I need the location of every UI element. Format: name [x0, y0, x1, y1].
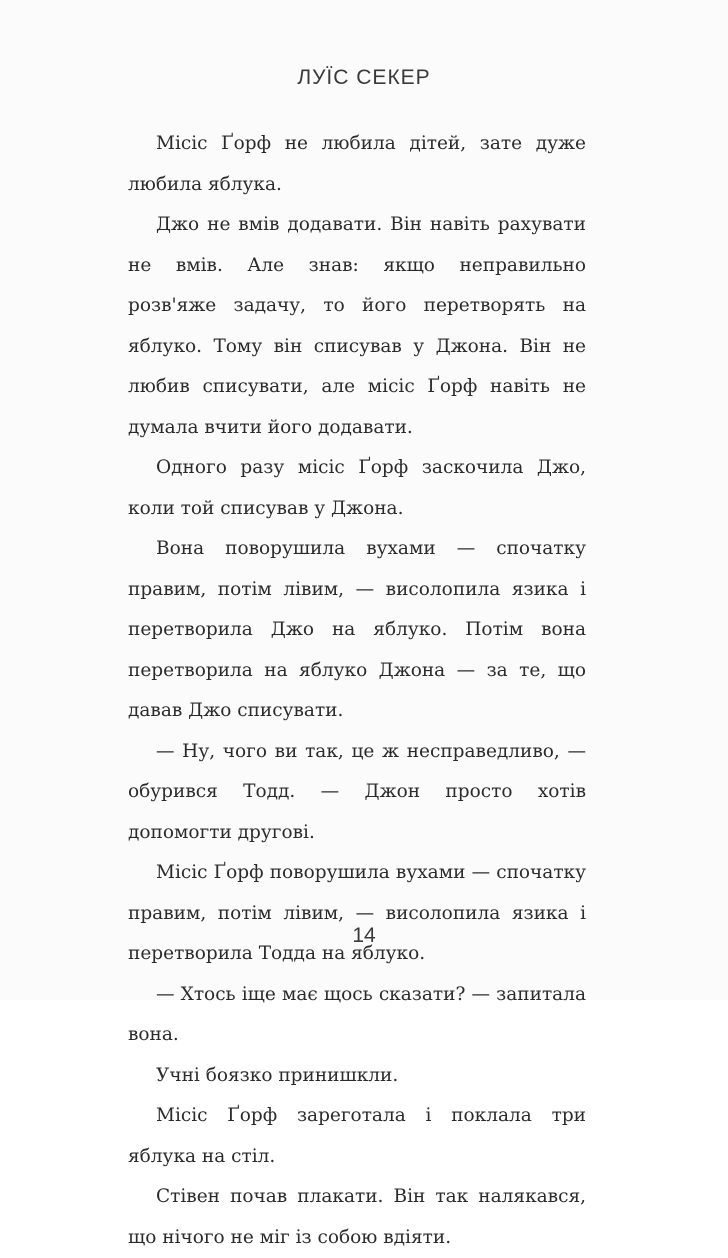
paragraph: Місіс Ґорф зареготала і поклала три яблука на стіл. — [128, 1105, 586, 1167]
paragraph: — Ну, чого ви так, це ж несправедливо, — обурився Тодд. — Джон просто хотів допомогти другові. — [128, 740, 586, 843]
paragraph: Учні боязко принишкли. — [156, 1064, 399, 1086]
running-header: ЛУЇС СЕКЕР — [297, 66, 431, 89]
paragraph: Вона поворушила вухами — спочатку правим, потім лівим, — висолопила язика і перетворила Джо на яблуко. Потім вона перетворила на яблуко Джона — за те, що давав Джо списувати. — [128, 538, 586, 721]
paragraph: — Хтось іще має щось сказати? — запитала вона. — [128, 983, 586, 1045]
paragraph: Місіс Ґорф поворушила вухами — спочатку правим, потім лівим, — висолопила язика і перетворила Тодда на яблуко. — [128, 862, 586, 964]
paragraph: Джо не вмів додавати. Він навіть рахувати не вмів. Але знав: якщо неправильно розв'яже задачу, то його перетворять на яблуко. Тому він списував у Джона. Він не любив списувати, але місіс Ґорф навіть не думала вчити його додавати. — [128, 214, 586, 438]
paragraph: Місіс Ґорф не любила дітей, зате дуже любила яблука. — [128, 133, 586, 195]
page-number: 14 — [352, 924, 376, 947]
paragraph: Одного разу місіс Ґорф заскочила Джо, коли той списував у Джона. — [128, 457, 586, 519]
paragraph: Стівен почав плакати. Він так налякався, що нічого не міг із собою вдіяти. — [128, 1186, 586, 1248]
body-text — [128, 124, 586, 1258]
